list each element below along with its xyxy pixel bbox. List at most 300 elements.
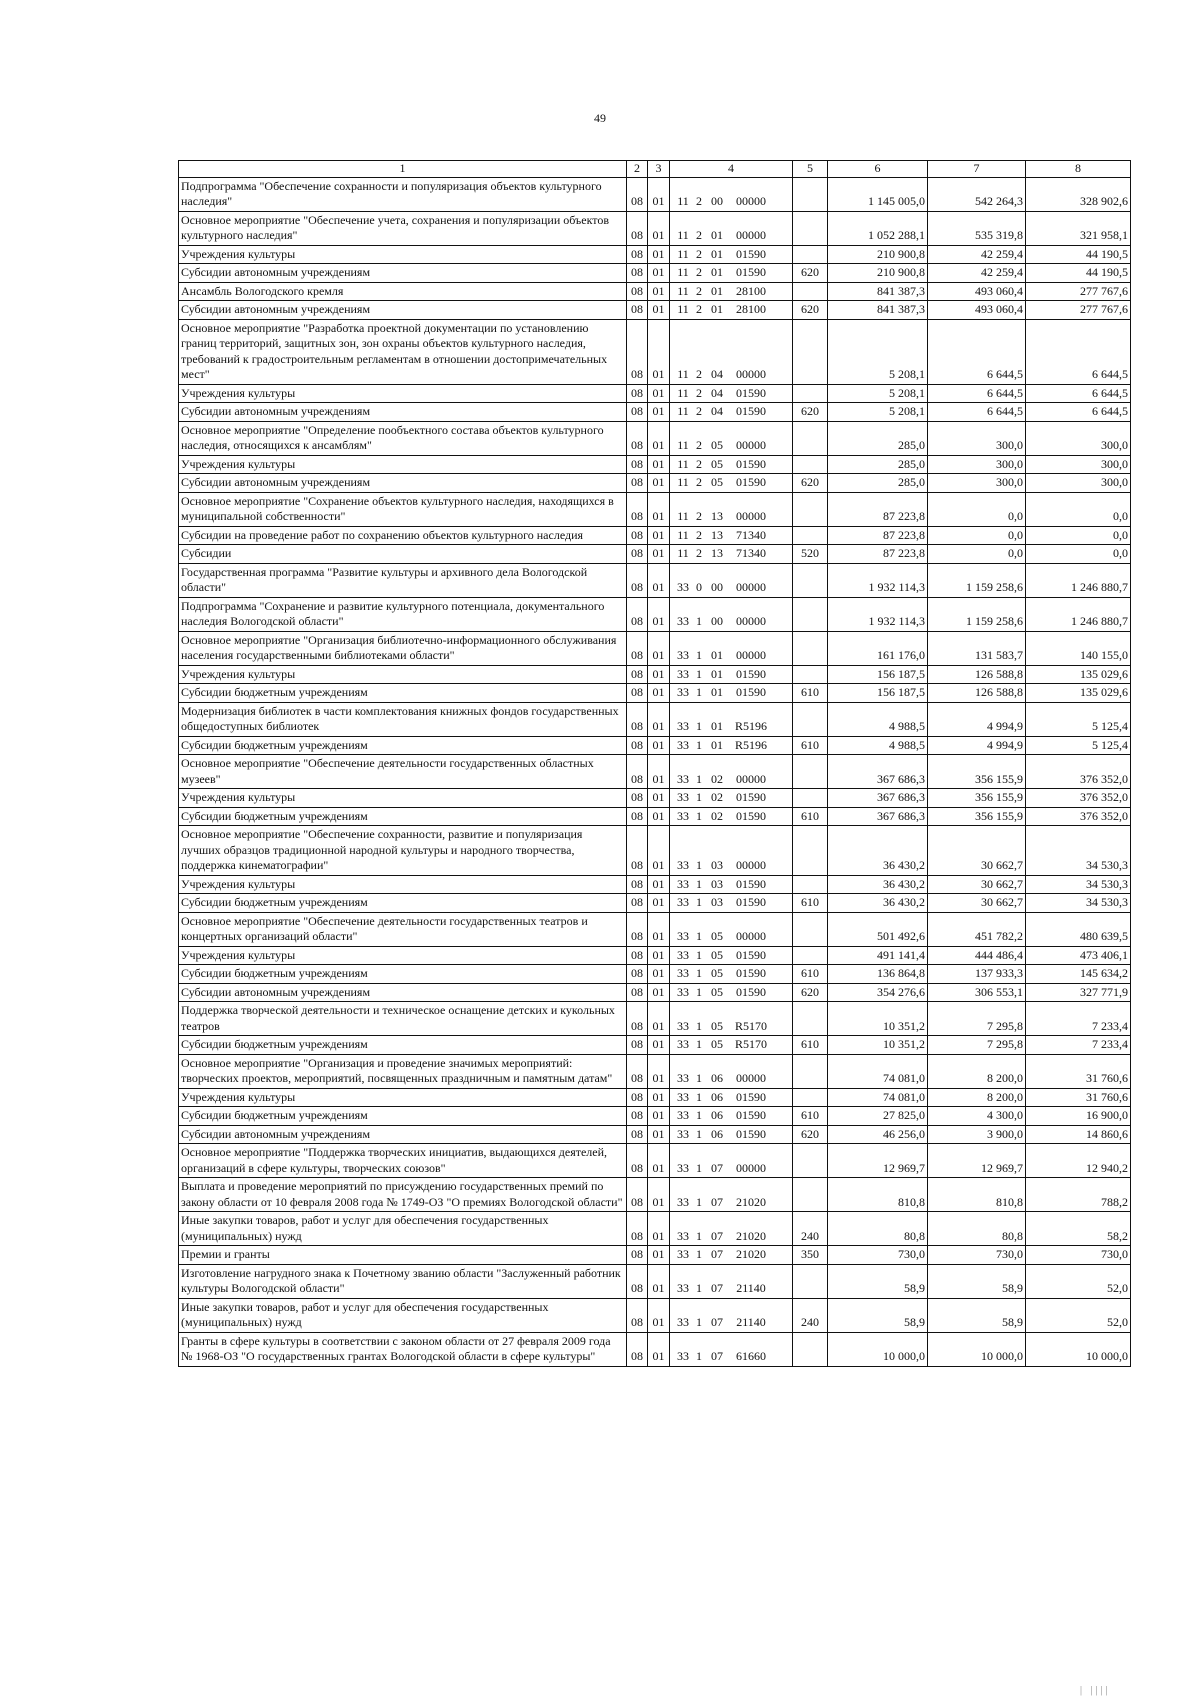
row-amount-year3-cell: 135 029,6 (1026, 665, 1131, 684)
row-expense-type-cell: 240 (793, 1298, 828, 1332)
row-amount-year2-cell: 535 319,8 (928, 211, 1026, 245)
row-amount-year3-cell: 0,0 (1026, 545, 1131, 564)
row-expense-type-cell (793, 1054, 828, 1088)
target-code-part: 07 (711, 1349, 723, 1363)
row-section-cell: 08 (627, 1125, 648, 1144)
target-code-part: 1 (696, 1194, 702, 1209)
row-amount-year3-cell: 52,0 (1026, 1264, 1131, 1298)
row-amount-year1-cell: 1 052 288,1 (828, 211, 928, 245)
row-target-code-cell (670, 807, 793, 826)
target-code-part: 01 (711, 283, 723, 298)
row-amount-year1-cell: 58,9 (828, 1298, 928, 1332)
row-target-code-cell (670, 1054, 793, 1088)
row-expense-type-cell: 610 (793, 1107, 828, 1126)
target-code-part: 01 (711, 685, 723, 699)
row-section-cell: 08 (627, 319, 648, 384)
row-amount-year3-cell: 300,0 (1026, 455, 1131, 474)
row-section-cell: 08 (627, 807, 648, 826)
row-section-cell: 08 (627, 665, 648, 684)
row-name-cell: Субсидии бюджетным учреждениям (179, 894, 627, 913)
table-row (179, 545, 1131, 564)
target-code-part: 05 (711, 984, 723, 999)
row-target-code-cell (670, 1088, 793, 1107)
row-name-cell: Гранты в сфере культуры в соответствии с законом области от 27 февраля 2009 года № 1968-ОЗ "О государственных грантах Вологодской области в сфере культуры" (179, 1332, 627, 1366)
row-amount-year3-cell: 7 233,4 (1026, 1036, 1131, 1055)
row-amount-year1-cell: 367 686,3 (828, 755, 928, 789)
target-code-part: 33 (677, 1160, 689, 1175)
row-amount-year2-cell: 6 644,5 (928, 384, 1026, 403)
row-amount-year1-cell: 87 223,8 (828, 492, 928, 526)
table-row (179, 177, 1131, 211)
row-name-cell: Изготовление нагрудного знака к Почетному званию области "Заслуженный работник культуры Вологодской области" (179, 1264, 627, 1298)
row-amount-year1-cell: 80,8 (828, 1212, 928, 1246)
target-code-part: 33 (677, 947, 689, 962)
target-code-part: 33 (677, 1126, 689, 1141)
target-code-part: 06 (711, 1108, 723, 1122)
row-subsection-cell: 01 (648, 789, 670, 808)
row-amount-year1-cell: 36 430,2 (828, 894, 928, 913)
target-code-part: 06 (711, 1126, 723, 1141)
column-header: 8 (1026, 161, 1131, 178)
target-code-part: 11 (677, 228, 689, 242)
row-subsection-cell: 01 (648, 755, 670, 789)
row-target-code-cell (670, 474, 793, 493)
row-amount-year3-cell: 34 530,3 (1026, 826, 1131, 876)
target-code-part: 01590 (736, 876, 766, 891)
row-expense-type-cell: 610 (793, 894, 828, 913)
row-name-cell: Учреждения культуры (179, 1088, 627, 1107)
target-code-part: 00000 (736, 648, 766, 662)
row-name-cell: Основное мероприятие "Сохранение объектов культурного наследия, находящихся в муниципальной собственности" (179, 492, 627, 526)
target-code-part: 33 (677, 895, 689, 909)
row-amount-year3-cell: 480 639,5 (1026, 912, 1131, 946)
row-amount-year3-cell: 321 958,1 (1026, 211, 1131, 245)
row-amount-year2-cell: 542 264,3 (928, 177, 1026, 211)
table-row (179, 983, 1131, 1002)
target-code-part: 33 (677, 580, 689, 594)
row-amount-year1-cell: 87 223,8 (828, 545, 928, 564)
row-name-cell: Субсидии автономным учреждениям (179, 1125, 627, 1144)
table-header-row (179, 161, 1131, 178)
target-code-part: 2 (696, 509, 702, 523)
row-amount-year2-cell: 0,0 (928, 492, 1026, 526)
row-section-cell: 08 (627, 545, 648, 564)
row-subsection-cell: 01 (648, 1298, 670, 1332)
row-amount-year1-cell: 161 176,0 (828, 631, 928, 665)
row-section-cell: 08 (627, 492, 648, 526)
row-amount-year2-cell: 1 159 258,6 (928, 563, 1026, 597)
table-row (179, 1332, 1131, 1366)
row-name-cell: Основное мероприятие "Обеспечение деятельности государственных областных музеев" (179, 755, 627, 789)
row-amount-year3-cell: 1 246 880,7 (1026, 597, 1131, 631)
row-section-cell: 08 (627, 1212, 648, 1246)
row-amount-year3-cell: 300,0 (1026, 474, 1131, 493)
row-section-cell: 08 (627, 965, 648, 984)
row-amount-year1-cell: 730,0 (828, 1246, 928, 1265)
row-subsection-cell: 01 (648, 403, 670, 422)
row-target-code-cell (670, 245, 793, 264)
target-code-part: 01590 (736, 1108, 766, 1122)
table-row (179, 384, 1131, 403)
table-row (179, 1144, 1131, 1178)
row-subsection-cell: 01 (648, 1054, 670, 1088)
target-code-part: 2 (696, 265, 702, 279)
row-amount-year2-cell: 300,0 (928, 474, 1026, 493)
row-expense-type-cell: 350 (793, 1246, 828, 1265)
row-amount-year3-cell: 788,2 (1026, 1178, 1131, 1212)
row-subsection-cell: 01 (648, 983, 670, 1002)
row-amount-year1-cell: 501 492,6 (828, 912, 928, 946)
row-amount-year3-cell: 328 902,6 (1026, 177, 1131, 211)
page-number: 49 (594, 111, 606, 125)
row-section-cell: 08 (627, 1054, 648, 1088)
row-amount-year3-cell: 34 530,3 (1026, 875, 1131, 894)
row-section-cell: 08 (627, 1332, 648, 1366)
row-subsection-cell: 01 (648, 826, 670, 876)
table-row (179, 319, 1131, 384)
table-row (179, 1036, 1131, 1055)
row-subsection-cell: 01 (648, 384, 670, 403)
target-code-part: 11 (677, 265, 689, 279)
column-header: 2 (627, 161, 648, 178)
target-code-part: 01 (711, 648, 723, 662)
target-code-part: 33 (677, 929, 689, 943)
target-code-part: 21020 (736, 1194, 766, 1209)
row-subsection-cell: 01 (648, 301, 670, 320)
row-amount-year1-cell: 58,9 (828, 1264, 928, 1298)
row-section-cell: 08 (627, 702, 648, 736)
target-code-part: 00 (711, 580, 723, 594)
target-code-part: 1 (696, 808, 702, 823)
row-amount-year1-cell: 1 932 114,3 (828, 563, 928, 597)
row-amount-year3-cell: 12 940,2 (1026, 1144, 1131, 1178)
row-subsection-cell: 01 (648, 455, 670, 474)
target-code-part: 13 (711, 546, 723, 560)
row-section-cell: 08 (627, 526, 648, 545)
row-target-code-cell (670, 631, 793, 665)
target-code-part: 33 (677, 771, 689, 786)
target-code-part: 07 (711, 1194, 723, 1209)
row-expense-type-cell (793, 1002, 828, 1036)
row-amount-year3-cell: 34 530,3 (1026, 894, 1131, 913)
table-row (179, 755, 1131, 789)
row-amount-year3-cell: 6 644,5 (1026, 319, 1131, 384)
row-amount-year2-cell: 444 486,4 (928, 946, 1026, 965)
row-subsection-cell: 01 (648, 1178, 670, 1212)
row-target-code-cell (670, 684, 793, 703)
row-expense-type-cell (793, 384, 828, 403)
row-amount-year2-cell: 58,9 (928, 1264, 1026, 1298)
row-name-cell: Ансамбль Вологодского кремля (179, 282, 627, 301)
target-code-part: 01590 (736, 685, 766, 699)
target-code-part: 02 (711, 808, 723, 823)
row-amount-year1-cell: 46 256,0 (828, 1125, 928, 1144)
row-subsection-cell: 01 (648, 545, 670, 564)
target-code-part: 00000 (736, 367, 766, 381)
row-target-code-cell (670, 177, 793, 211)
row-amount-year1-cell: 12 969,7 (828, 1144, 928, 1178)
target-code-part: 11 (677, 404, 689, 418)
target-code-part: 00000 (736, 771, 766, 786)
target-code-part: 1 (696, 685, 702, 699)
column-header: 7 (928, 161, 1026, 178)
target-code-part: 1 (696, 1247, 702, 1261)
row-amount-year3-cell: 1 246 880,7 (1026, 563, 1131, 597)
table-row (179, 789, 1131, 808)
row-target-code-cell (670, 665, 793, 684)
target-code-part: 01590 (736, 895, 766, 909)
table-row (179, 1125, 1131, 1144)
row-expense-type-cell: 620 (793, 983, 828, 1002)
target-code-part: 00000 (736, 194, 766, 208)
row-amount-year1-cell: 285,0 (828, 474, 928, 493)
target-code-part: 01590 (736, 947, 766, 962)
column-header: 4 (670, 161, 793, 178)
row-section-cell: 08 (627, 1002, 648, 1036)
target-code-part: 01 (711, 302, 723, 316)
table-row (179, 826, 1131, 876)
target-code-part: 21140 (736, 1315, 766, 1329)
target-code-part: 2 (696, 527, 702, 542)
target-code-part: 11 (677, 438, 689, 452)
table-row (179, 965, 1131, 984)
target-code-part: 1 (696, 1018, 702, 1033)
target-code-part: 01590 (736, 1089, 766, 1104)
row-section-cell: 08 (627, 826, 648, 876)
table-row (179, 875, 1131, 894)
row-section-cell: 08 (627, 1298, 648, 1332)
row-amount-year2-cell: 300,0 (928, 421, 1026, 455)
row-amount-year2-cell: 356 155,9 (928, 807, 1026, 826)
target-code-part: 33 (677, 614, 689, 628)
row-target-code-cell (670, 455, 793, 474)
target-code-part: 1 (696, 1071, 702, 1085)
row-amount-year2-cell: 3 900,0 (928, 1125, 1026, 1144)
target-code-part: 33 (677, 1315, 689, 1329)
table-row (179, 211, 1131, 245)
target-code-part: 1 (696, 719, 702, 733)
target-code-part: 01 (711, 737, 723, 752)
row-name-cell: Субсидии (179, 545, 627, 564)
row-name-cell: Подпрограмма "Обеспечение сохранности и популяризация объектов культурного наследия" (179, 177, 627, 211)
row-section-cell: 08 (627, 211, 648, 245)
target-code-part: 61660 (736, 1349, 766, 1363)
target-code-part: 33 (677, 876, 689, 891)
row-expense-type-cell (793, 631, 828, 665)
row-target-code-cell (670, 894, 793, 913)
row-subsection-cell: 01 (648, 965, 670, 984)
row-subsection-cell: 01 (648, 245, 670, 264)
target-code-part: 1 (696, 1126, 702, 1141)
target-code-part: 2 (696, 546, 702, 560)
row-expense-type-cell (793, 875, 828, 894)
row-amount-year3-cell: 14 860,6 (1026, 1125, 1131, 1144)
row-amount-year3-cell: 0,0 (1026, 526, 1131, 545)
row-expense-type-cell (793, 912, 828, 946)
row-expense-type-cell (793, 1178, 828, 1212)
row-amount-year3-cell: 140 155,0 (1026, 631, 1131, 665)
row-target-code-cell (670, 1107, 793, 1126)
row-amount-year1-cell: 87 223,8 (828, 526, 928, 545)
target-code-part: 00000 (736, 858, 766, 872)
row-section-cell: 08 (627, 1246, 648, 1265)
target-code-part: 1 (696, 648, 702, 662)
target-code-part: 01590 (736, 404, 766, 418)
row-amount-year2-cell: 30 662,7 (928, 875, 1026, 894)
row-target-code-cell (670, 211, 793, 245)
target-code-part: 01590 (736, 966, 766, 980)
row-target-code-cell (670, 301, 793, 320)
target-code-part: 1 (696, 966, 702, 980)
row-target-code-cell (670, 563, 793, 597)
row-amount-year2-cell: 126 588,8 (928, 665, 1026, 684)
row-amount-year1-cell: 210 900,8 (828, 245, 928, 264)
row-name-cell: Учреждения культуры (179, 875, 627, 894)
row-expense-type-cell (793, 1088, 828, 1107)
row-amount-year2-cell: 131 583,7 (928, 631, 1026, 665)
row-section-cell: 08 (627, 631, 648, 665)
row-amount-year1-cell: 810,8 (828, 1178, 928, 1212)
row-amount-year1-cell: 10 351,2 (828, 1002, 928, 1036)
row-subsection-cell: 01 (648, 1125, 670, 1144)
table-row (179, 665, 1131, 684)
row-name-cell: Поддержка творческой деятельности и техническое оснащение детских и кукольных театров (179, 1002, 627, 1036)
row-name-cell: Учреждения культуры (179, 384, 627, 403)
target-code-part: 01 (711, 228, 723, 242)
target-code-part: 11 (677, 283, 689, 298)
row-expense-type-cell (793, 665, 828, 684)
target-code-part: 1 (696, 895, 702, 909)
row-subsection-cell: 01 (648, 421, 670, 455)
row-name-cell: Субсидии автономным учреждениям (179, 264, 627, 283)
table-row (179, 1107, 1131, 1126)
row-expense-type-cell (793, 826, 828, 876)
row-amount-year2-cell: 80,8 (928, 1212, 1026, 1246)
row-name-cell: Субсидии автономным учреждениям (179, 983, 627, 1002)
target-code-part: 01 (711, 246, 723, 261)
target-code-part: 33 (677, 858, 689, 872)
target-code-part: 33 (677, 1071, 689, 1085)
target-code-part: 21020 (736, 1247, 766, 1261)
row-amount-year3-cell: 6 644,5 (1026, 384, 1131, 403)
row-expense-type-cell (793, 319, 828, 384)
target-code-part: 02 (711, 771, 723, 786)
row-section-cell: 08 (627, 875, 648, 894)
row-subsection-cell: 01 (648, 807, 670, 826)
target-code-part: 21140 (736, 1281, 766, 1295)
target-code-part: 71340 (736, 527, 766, 542)
target-code-part: 1 (696, 790, 702, 804)
row-amount-year2-cell: 8 200,0 (928, 1054, 1026, 1088)
table-row (179, 597, 1131, 631)
target-code-part: 33 (677, 685, 689, 699)
target-code-part: 33 (677, 737, 689, 752)
target-code-part: 33 (677, 666, 689, 681)
target-code-part: 33 (677, 966, 689, 980)
row-amount-year1-cell: 354 276,6 (828, 983, 928, 1002)
row-name-cell: Иные закупки товаров, работ и услуг для обеспечения государственных (муниципальных) нужд (179, 1212, 627, 1246)
target-code-part: 04 (711, 367, 723, 381)
row-target-code-cell (670, 526, 793, 545)
target-code-part: 33 (677, 648, 689, 662)
row-amount-year3-cell: 277 767,6 (1026, 301, 1131, 320)
row-name-cell: Основное мероприятие "Организация библиотечно-информационного обслуживания населения государственными библиотеками области" (179, 631, 627, 665)
target-code-part: 1 (696, 737, 702, 752)
row-amount-year3-cell: 473 406,1 (1026, 946, 1131, 965)
row-expense-type-cell: 610 (793, 965, 828, 984)
row-target-code-cell (670, 946, 793, 965)
row-amount-year3-cell: 7 233,4 (1026, 1002, 1131, 1036)
target-code-part: 05 (711, 475, 723, 489)
row-section-cell: 08 (627, 946, 648, 965)
row-name-cell: Выплата и проведение мероприятий по присуждению государственных премий по закону области от 10 февраля 2008 года № 1749-ОЗ "О премиях Вологодской области" (179, 1178, 627, 1212)
table-row (179, 912, 1131, 946)
row-name-cell: Субсидии автономным учреждениям (179, 301, 627, 320)
column-header: 3 (648, 161, 670, 178)
row-amount-year1-cell: 367 686,3 (828, 789, 928, 808)
target-code-part: 1 (696, 1108, 702, 1122)
row-amount-year2-cell: 306 553,1 (928, 983, 1026, 1002)
row-target-code-cell (670, 403, 793, 422)
row-subsection-cell: 01 (648, 1088, 670, 1107)
row-target-code-cell (670, 492, 793, 526)
target-code-part: 11 (677, 475, 689, 489)
row-name-cell: Государственная программа "Развитие культуры и архивного дела Вологодской области" (179, 563, 627, 597)
target-code-part: 33 (677, 1089, 689, 1104)
row-target-code-cell (670, 282, 793, 301)
target-code-part: 01590 (736, 456, 766, 471)
row-amount-year3-cell: 5 125,4 (1026, 736, 1131, 755)
target-code-part: 1 (696, 666, 702, 681)
table-row (179, 684, 1131, 703)
target-code-part: 33 (677, 790, 689, 804)
table-row (179, 1002, 1131, 1036)
row-target-code-cell (670, 264, 793, 283)
row-amount-year2-cell: 493 060,4 (928, 301, 1026, 320)
row-section-cell: 08 (627, 736, 648, 755)
row-amount-year3-cell: 730,0 (1026, 1246, 1131, 1265)
table-row (179, 702, 1131, 736)
row-expense-type-cell (793, 1144, 828, 1178)
row-target-code-cell (670, 983, 793, 1002)
row-target-code-cell (670, 597, 793, 631)
row-subsection-cell: 01 (648, 875, 670, 894)
row-amount-year3-cell: 376 352,0 (1026, 789, 1131, 808)
table-row (179, 894, 1131, 913)
target-code-part: 2 (696, 385, 702, 400)
target-code-part: 1 (696, 1037, 702, 1051)
target-code-part: 00000 (736, 1160, 766, 1175)
target-code-part: 2 (696, 438, 702, 452)
row-amount-year1-cell: 5 208,1 (828, 319, 928, 384)
target-code-part: 05 (711, 1037, 723, 1051)
row-section-cell: 08 (627, 1036, 648, 1055)
target-code-part: 13 (711, 527, 723, 542)
row-section-cell: 08 (627, 983, 648, 1002)
table-row (179, 946, 1131, 965)
target-code-part: 11 (677, 194, 689, 208)
row-subsection-cell: 01 (648, 946, 670, 965)
row-amount-year2-cell: 4 994,9 (928, 736, 1026, 755)
target-code-part: 04 (711, 404, 723, 418)
row-section-cell: 08 (627, 455, 648, 474)
row-expense-type-cell (793, 245, 828, 264)
row-amount-year1-cell: 156 187,5 (828, 665, 928, 684)
row-subsection-cell: 01 (648, 736, 670, 755)
row-target-code-cell (670, 1212, 793, 1246)
target-code-part: 33 (677, 1228, 689, 1243)
target-code-part: 2 (696, 194, 702, 208)
